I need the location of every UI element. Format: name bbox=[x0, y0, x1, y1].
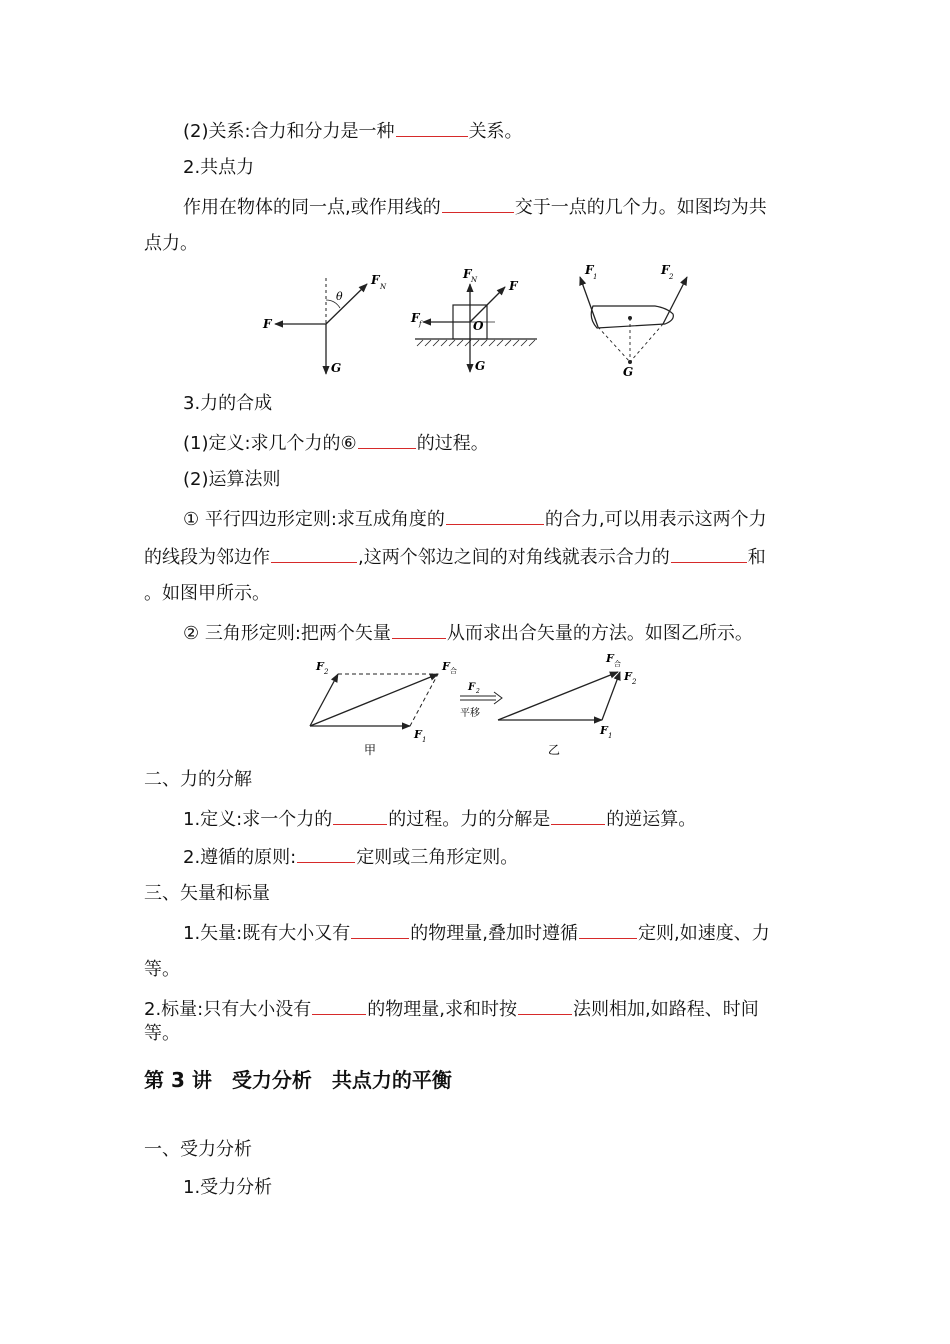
paragraph-text-end: 和 bbox=[747, 547, 766, 568]
paragraph-text-end: 的逆运算。 bbox=[606, 809, 697, 830]
paragraph-text: 的线段为邻边作 bbox=[144, 547, 270, 568]
lecture-heading: 第 3 讲 受力分析 共点力的平衡 bbox=[144, 1068, 452, 1092]
f1-label-jia: F bbox=[414, 728, 422, 741]
f2-label: F bbox=[661, 263, 670, 277]
answer-blank[interactable] bbox=[446, 506, 544, 525]
ff-label: F bbox=[411, 311, 420, 325]
answer-blank[interactable] bbox=[671, 544, 747, 563]
section-heading: 一、受力分析 bbox=[144, 1139, 252, 1160]
paragraph-text: 1.定义:求一个力的 bbox=[183, 809, 333, 830]
answer-blank[interactable] bbox=[579, 920, 637, 939]
f2-sub-yi: 2 bbox=[632, 678, 637, 686]
f2-sub-jia: 2 bbox=[324, 668, 329, 676]
relation-line bbox=[183, 118, 523, 144]
f1-sub-jia: 1 bbox=[422, 736, 427, 744]
f2-label-jia: F bbox=[316, 660, 324, 673]
paragraph-text: 2.遵循的原则: bbox=[183, 847, 297, 868]
answer-blank[interactable] bbox=[358, 430, 416, 449]
paragraph-line: 。如图甲所示。 bbox=[144, 583, 270, 604]
f-label-2: F bbox=[509, 279, 518, 293]
theta-label: θ bbox=[336, 290, 343, 303]
paragraph-line bbox=[183, 430, 489, 456]
concurrent-forces-figure bbox=[255, 262, 695, 382]
g-label-2: G bbox=[475, 359, 486, 373]
f-label: F bbox=[263, 317, 272, 331]
paragraph-text-end: 的合力,可以用表示这两个力 bbox=[544, 509, 767, 530]
section-heading: 3.力的合成 bbox=[183, 393, 273, 414]
paragraph-line bbox=[183, 920, 770, 946]
section-heading: 二、力的分解 bbox=[144, 769, 252, 790]
paragraph-text-end: 的过程。 bbox=[416, 433, 489, 454]
f2-label-yi: F bbox=[624, 670, 632, 683]
f2-sub-shift: 2 bbox=[476, 688, 480, 695]
section-heading: 三、矢量和标量 bbox=[144, 883, 270, 904]
g-label: G bbox=[331, 361, 342, 375]
answer-blank[interactable] bbox=[333, 806, 387, 825]
f2-sub: 2 bbox=[669, 273, 674, 281]
fn-sub: N bbox=[380, 283, 387, 291]
paragraph-text-end: 交于一点的几个力。如图均为共 bbox=[514, 197, 767, 218]
paragraph-line bbox=[183, 506, 767, 532]
paragraph-line bbox=[183, 620, 753, 646]
paragraph-line: 等。 bbox=[144, 1023, 180, 1044]
relation-text-end: 关系。 bbox=[468, 121, 523, 142]
yi-caption: 乙 bbox=[548, 743, 561, 757]
he-sub-jia: 合 bbox=[450, 667, 457, 675]
paragraph-line: 等。 bbox=[144, 959, 180, 980]
paragraph-text-mid: 的物理量,求和时按 bbox=[367, 999, 517, 1020]
answer-blank[interactable] bbox=[297, 844, 355, 863]
answer-blank[interactable] bbox=[392, 620, 446, 639]
jia-caption: 甲 bbox=[364, 743, 377, 757]
subsection-heading: 1.受力分析 bbox=[183, 1177, 273, 1198]
paragraph-text: 1.矢量:既有大小又有 bbox=[183, 923, 351, 944]
ff-sub: f bbox=[419, 320, 422, 328]
paragraph-text-mid: 的过程。力的分解是 bbox=[388, 809, 551, 830]
paragraph-text: ① 平行四边形定则:求互成角度的 bbox=[183, 509, 445, 530]
fn-label-2: F bbox=[463, 267, 472, 281]
shift-label: 平移 bbox=[460, 708, 480, 719]
f1-sub-yi: 1 bbox=[608, 732, 613, 740]
paragraph-line bbox=[183, 194, 767, 220]
answer-blank[interactable] bbox=[551, 806, 605, 825]
answer-blank[interactable] bbox=[351, 920, 409, 939]
f1-label-yi: F bbox=[600, 724, 608, 737]
answer-blank[interactable] bbox=[271, 544, 357, 563]
fhe-label-yi: F bbox=[606, 652, 614, 665]
paragraph-line: (2)运算法则 bbox=[183, 469, 281, 490]
paragraph-text: 作用在物体的同一点,或作用线的 bbox=[183, 197, 441, 218]
f1-sub: 1 bbox=[593, 273, 598, 281]
f1-label: F bbox=[585, 263, 594, 277]
answer-blank[interactable] bbox=[442, 194, 514, 213]
paragraph-text: (1)定义:求几个力的⑥ bbox=[183, 433, 357, 454]
o-label: O bbox=[473, 319, 484, 333]
answer-blank[interactable] bbox=[312, 996, 366, 1015]
he-sub-yi: 合 bbox=[614, 660, 621, 668]
fn-label: F bbox=[371, 273, 380, 287]
paragraph-line: 点力。 bbox=[144, 233, 198, 254]
paragraph-line bbox=[183, 806, 696, 832]
vector-rules-figure bbox=[300, 652, 650, 762]
paragraph-line bbox=[144, 544, 766, 570]
f2-label-shift: F bbox=[468, 682, 476, 693]
answer-blank[interactable] bbox=[396, 118, 468, 137]
paragraph-text-end: 从而求出合矢量的方法。如图乙所示。 bbox=[446, 623, 753, 644]
paragraph-text-end: 定则或三角形定则。 bbox=[356, 847, 519, 868]
paragraph-text: 2.标量:只有大小没有 bbox=[144, 999, 312, 1020]
paragraph-text-mid: 的物理量,叠加时遵循 bbox=[410, 923, 578, 944]
paragraph-line bbox=[144, 996, 759, 1022]
relation-text: (2)关系:合力和分力是一种 bbox=[183, 121, 395, 142]
g-label-3: G bbox=[623, 365, 634, 379]
fn-sub-2: N bbox=[471, 276, 478, 284]
paragraph-line bbox=[183, 844, 518, 870]
fhe-label-jia: F bbox=[442, 660, 450, 673]
paragraph-text-end: 法则相加,如路程、时间 bbox=[572, 999, 759, 1020]
answer-blank[interactable] bbox=[518, 996, 572, 1015]
paragraph-text: ② 三角形定则:把两个矢量 bbox=[183, 623, 391, 644]
section-heading: 2.共点力 bbox=[183, 157, 255, 178]
paragraph-text-end: 定则,如速度、力 bbox=[637, 923, 770, 944]
paragraph-text-mid: ,这两个邻边之间的对角线就表示合力的 bbox=[358, 547, 670, 568]
